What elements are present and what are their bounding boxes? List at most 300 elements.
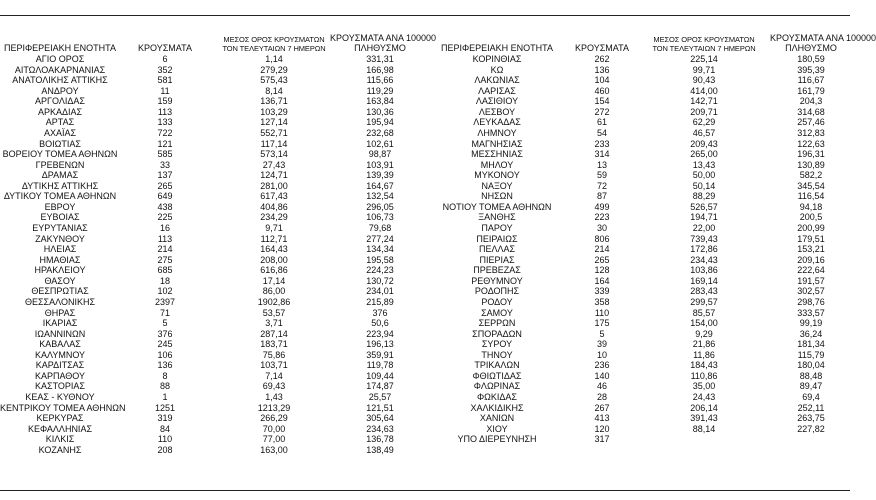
table-row — [430, 329, 850, 340]
cases-cell: 84 — [159, 423, 170, 434]
table-row — [0, 371, 432, 382]
per-100k-cell: 36,24 — [799, 328, 823, 339]
per-100k-cell: 215,89 — [366, 296, 394, 307]
right-table-body — [430, 54, 850, 445]
avg-7-days-cell: 234,43 — [690, 254, 718, 265]
header-per100k-line2: ΠΛΗΘΥΣΜΟ — [785, 43, 837, 53]
avg-7-days-cell: 142,71 — [690, 96, 718, 107]
avg-7-days-cell: 46,57 — [692, 127, 716, 138]
region-cell: ΙΩΑΝΝΙΝΩΝ — [34, 328, 86, 339]
per-100k-cell: 103,91 — [366, 159, 394, 170]
cases-cell: 33 — [159, 159, 170, 170]
table-row — [430, 86, 850, 97]
per-100k-cell: 277,24 — [366, 233, 394, 244]
per-100k-cell: 209,16 — [797, 254, 825, 265]
per-100k-cell: 191,57 — [797, 275, 825, 286]
avg-7-days-cell: 50,00 — [692, 170, 716, 181]
cases-cell: 136 — [157, 360, 173, 371]
avg-7-days-cell: 88,14 — [692, 423, 716, 434]
avg-7-days-cell: 13,43 — [692, 159, 716, 170]
avg-7-days-cell: 103,86 — [690, 265, 718, 276]
avg-7-days-cell: 163,00 — [260, 444, 288, 455]
cases-cell: 438 — [157, 201, 173, 212]
table-row — [430, 403, 850, 414]
region-cell: ΔΥΤΙΚΗΣ ΑΤΤΙΚΗΣ — [21, 180, 99, 191]
table-row — [0, 318, 432, 329]
avg-7-days-cell: 1213,29 — [257, 402, 291, 413]
avg-7-days-cell: 9,71 — [265, 223, 283, 233]
region-cell: ΡΕΘΥΜΝΟΥ — [471, 275, 523, 286]
avg-7-days-cell: 90,43 — [692, 75, 716, 86]
region-cell: ΚΕΦΑΛΛΗΝΙΑΣ — [27, 423, 93, 434]
per-100k-cell: 180,59 — [797, 54, 825, 64]
region-cell: ΥΠΟ ΔΙΕΡΕΥΝΗΣΗ — [457, 434, 537, 445]
table-row — [430, 255, 850, 266]
avg-7-days-cell: 283,43 — [690, 286, 718, 297]
table-row — [0, 212, 432, 223]
avg-7-days-cell: 62,29 — [692, 117, 716, 128]
region-cell: ΡΟΔΟΠΗΣ — [474, 286, 520, 297]
per-100k-cell: 305,64 — [366, 413, 394, 424]
avg-7-days-cell: 99,71 — [692, 64, 716, 75]
per-100k-cell: 234,01 — [366, 286, 394, 297]
table-row — [430, 75, 850, 86]
table-row — [430, 424, 850, 435]
cases-cell: 275 — [157, 254, 173, 265]
table-row — [430, 234, 850, 245]
per-100k-cell: 196,31 — [797, 149, 825, 160]
per-100k-cell: 232,68 — [366, 127, 394, 138]
region-cell: ΠΡΕΒΕΖΑΣ — [473, 265, 521, 276]
header-avg-line2: ΤΟΝ ΤΕΛΕΥΤΑΙΩΝ 7 ΗΜΕΡΩΝ — [222, 44, 326, 53]
table-row — [430, 434, 850, 445]
avg-7-days-cell: 21,86 — [692, 339, 716, 350]
per-100k-cell: 115,66 — [366, 75, 394, 86]
region-cell: ΚΕΑΣ - ΚΥΘΝΟΥ — [25, 392, 95, 402]
table-row — [0, 75, 432, 86]
region-cell: ΝΗΣΩΝ — [481, 191, 513, 202]
avg-7-days-cell: 1902,86 — [257, 296, 291, 307]
table-row — [430, 139, 850, 150]
table-row — [430, 212, 850, 223]
region-cell: ΠΕΙΡΑΙΩΣ — [476, 233, 518, 244]
cases-cell: 137 — [157, 170, 173, 181]
avg-7-days-cell: 164,43 — [260, 244, 288, 255]
cases-cell: 106 — [157, 349, 173, 360]
per-100k-cell: 174,87 — [366, 381, 394, 392]
header-per100k-line2: ΠΛΗΘΥΣΜΟ — [354, 43, 406, 53]
per-100k-cell: 139,39 — [366, 170, 394, 181]
cases-cell: 8 — [162, 370, 168, 381]
region-cell: ΛΕΣΒΟΥ — [478, 106, 516, 117]
header-avg-line1: ΜΕΣΟΣ ΟΡΟΣ ΚΡΟΥΣΜΑΤΩΝ — [223, 35, 325, 44]
avg-7-days-cell: 136,71 — [260, 96, 288, 107]
cases-cell: 499 — [594, 201, 610, 212]
region-cell: ΣΠΟΡΑΔΩΝ — [472, 328, 522, 339]
table-row — [0, 170, 432, 181]
table-row — [430, 339, 850, 350]
cases-cell: 685 — [157, 265, 173, 276]
table-row — [0, 149, 432, 160]
avg-7-days-cell: 617,43 — [260, 191, 288, 202]
cases-cell: 317 — [594, 434, 610, 445]
per-100k-cell: 345,54 — [797, 180, 825, 191]
table-row — [0, 96, 432, 107]
cases-cell: 806 — [594, 233, 610, 244]
cases-cell: 28 — [596, 392, 607, 402]
per-100k-cell: 200,5 — [799, 212, 823, 223]
table-row — [430, 117, 850, 128]
per-100k-cell: 376 — [372, 307, 388, 318]
per-100k-cell: 99,19 — [799, 318, 823, 329]
avg-7-days-cell: 117,14 — [260, 138, 288, 149]
region-cell: ΧΑΛΚΙΔΙΚΗΣ — [470, 402, 524, 413]
cases-cell: 154 — [594, 96, 610, 107]
region-cell: ΑΡΚΑΔΙΑΣ — [37, 106, 83, 117]
per-100k-cell: 263,75 — [797, 413, 825, 424]
table-row — [0, 392, 432, 403]
header-per100k-line1: ΚΡΟΥΣΜΑΤΑ ΑΝΑ 100000 — [770, 33, 876, 43]
table-row — [430, 244, 850, 255]
cases-cell: 10 — [596, 349, 607, 360]
per-100k-cell: 132,54 — [366, 191, 394, 202]
cases-cell: 61 — [596, 117, 607, 128]
cases-cell: 208 — [157, 444, 173, 455]
table-row — [430, 381, 850, 392]
table-row — [0, 128, 432, 139]
right-table — [430, 30, 876, 445]
region-cell: ΛΑΣΙΘΙΟΥ — [475, 96, 519, 107]
table-row — [430, 392, 850, 403]
avg-7-days-cell: 17,14 — [262, 275, 286, 286]
region-cell: ΖΑΚΥΝΘΟΥ — [35, 233, 85, 244]
region-cell: ΞΑΝΘΗΣ — [478, 212, 516, 223]
header-per100k-line1: ΚΡΟΥΣΜΑΤΑ ΑΝΑ 100000 — [330, 33, 436, 43]
per-100k-cell: 195,94 — [366, 117, 394, 128]
cases-cell: 319 — [157, 413, 173, 424]
cases-cell: 214 — [594, 244, 610, 255]
table-row — [0, 234, 432, 245]
avg-7-days-cell: 169,14 — [690, 275, 718, 286]
table-row — [0, 223, 432, 234]
cases-cell: 5 — [599, 328, 605, 339]
per-100k-cell: 102,61 — [366, 138, 394, 149]
avg-7-days-cell: 573,14 — [260, 149, 288, 160]
avg-7-days-cell: 575,43 — [260, 75, 288, 86]
per-100k-cell: 161,79 — [797, 85, 825, 96]
per-100k-cell: 227,82 — [797, 423, 825, 434]
per-100k-cell: 130,36 — [366, 106, 394, 117]
table-row — [430, 318, 850, 329]
avg-7-days-cell: 154,00 — [690, 318, 718, 329]
region-cell: ΦΘΙΩΤΙΔΑΣ — [472, 370, 522, 381]
cases-cell: 265 — [157, 180, 173, 191]
region-cell: ΕΒΡΟΥ — [44, 201, 76, 212]
header-avg-7-days — [638, 35, 770, 53]
cases-cell: 223 — [594, 212, 610, 223]
region-cell: ΙΚΑΡΙΑΣ — [42, 318, 78, 329]
avg-7-days-cell: 616,86 — [260, 265, 288, 276]
table-row — [0, 360, 432, 371]
per-100k-cell: 136,78 — [366, 434, 394, 445]
table-row — [0, 297, 432, 308]
table-row — [0, 286, 432, 297]
header-avg-7-days — [214, 35, 334, 53]
avg-7-days-cell: 112,71 — [260, 233, 288, 244]
region-cell: ΛΕΥΚΑΔΑΣ — [473, 117, 521, 128]
region-cell: ΛΗΜΝΟΥ — [477, 127, 517, 138]
avg-7-days-cell: 209,71 — [690, 106, 718, 117]
table-row — [0, 244, 432, 255]
region-cell: ΠΑΡΟΥ — [481, 223, 513, 233]
avg-7-days-cell: 103,29 — [260, 106, 288, 117]
table-row — [0, 139, 432, 150]
header-per-100k — [330, 33, 436, 53]
avg-7-days-cell: 50,14 — [692, 180, 716, 191]
region-cell: ΑΙΤΩΛΟΑΚΑΡΝΑΝΙΑΣ — [14, 64, 106, 75]
per-100k-cell: 181,34 — [797, 339, 825, 350]
avg-7-days-cell: 266,29 — [260, 413, 288, 424]
per-100k-cell: 298,76 — [797, 296, 825, 307]
per-100k-cell: 257,46 — [797, 117, 825, 128]
cases-cell: 16 — [159, 223, 170, 233]
table-row — [0, 202, 432, 213]
table-row — [430, 54, 850, 65]
avg-7-days-cell: 404,86 — [260, 201, 288, 212]
header-row — [430, 30, 876, 54]
header-cases: ΚΡΟΥΣΜΑΤΑ — [138, 43, 192, 53]
region-cell: ΒΟΙΩΤΙΑΣ — [39, 138, 81, 149]
region-cell: ΑΡΤΑΣ — [45, 117, 75, 128]
region-cell: ΘΕΣΣΑΛΟΝΙΚΗΣ — [24, 296, 96, 307]
region-cell: ΕΥΒΟΙΑΣ — [40, 212, 80, 223]
region-cell: ΦΩΚΙΔΑΣ — [477, 392, 517, 402]
per-100k-cell: 222,64 — [797, 265, 825, 276]
avg-7-days-cell: 206,14 — [690, 402, 718, 413]
cases-cell: 376 — [157, 328, 173, 339]
per-100k-cell: 302,57 — [797, 286, 825, 297]
region-cell: ΜΗΛΟΥ — [480, 159, 514, 170]
region-cell: ΑΧΑΪΑΣ — [43, 127, 77, 138]
region-cell: ΗΡΑΚΛΕΙΟΥ — [34, 265, 86, 276]
cases-cell: 460 — [594, 85, 610, 96]
avg-7-days-cell: 75,86 — [262, 349, 286, 360]
per-100k-cell: 180,04 — [797, 360, 825, 371]
cases-cell: 1251 — [154, 402, 176, 413]
cases-cell: 267 — [594, 402, 610, 413]
per-100k-cell: 234,63 — [366, 423, 394, 434]
avg-7-days-cell: 22,00 — [692, 223, 716, 233]
table-row — [0, 54, 432, 65]
cases-cell: 236 — [594, 360, 610, 371]
cases-cell: 214 — [157, 244, 173, 255]
region-cell: ΗΜΑΘΙΑΣ — [39, 254, 81, 265]
region-cell: ΣΑΜΟΥ — [481, 307, 513, 318]
region-cell: ΧΑΝΙΩΝ — [479, 413, 515, 424]
region-cell: ΚΑΒΑΛΑΣ — [39, 339, 81, 350]
avg-7-days-cell: 279,29 — [260, 64, 288, 75]
cases-cell: 265 — [594, 254, 610, 265]
cases-cell: 104 — [594, 75, 610, 86]
per-100k-cell: 79,68 — [368, 223, 392, 233]
per-100k-cell: 109,44 — [366, 370, 394, 381]
avg-7-days-cell: 1,43 — [265, 392, 283, 402]
per-100k-cell: 25,57 — [368, 392, 392, 402]
avg-7-days-cell: 1,14 — [265, 54, 283, 64]
cases-cell: 339 — [594, 286, 610, 297]
avg-7-days-cell: 281,00 — [260, 180, 288, 191]
table-row — [0, 445, 432, 456]
table-row — [0, 181, 432, 192]
avg-7-days-cell: 184,43 — [690, 360, 718, 371]
avg-7-days-cell: 24,43 — [692, 392, 716, 402]
region-cell: ΚΑΡΔΙΤΣΑΣ — [35, 360, 85, 371]
top-rule — [0, 15, 850, 16]
per-100k-cell: 164,67 — [366, 180, 394, 191]
avg-7-days-cell: 27,43 — [262, 159, 286, 170]
avg-7-days-cell: 85,57 — [692, 307, 716, 318]
table-row — [430, 181, 850, 192]
region-cell: ΑΡΓΟΛΙΔΑΣ — [35, 96, 85, 107]
region-cell: ΓΡΕΒΕΝΩΝ — [35, 159, 85, 170]
cases-cell: 225 — [157, 212, 173, 223]
cases-cell: 272 — [594, 106, 610, 117]
per-100k-cell: 89,47 — [799, 381, 823, 392]
region-cell: ΦΛΩΡΙΝΑΣ — [473, 381, 521, 392]
region-cell: ΚΟΡΙΝΘΙΑΣ — [472, 54, 522, 64]
avg-7-days-cell: 53,57 — [262, 307, 286, 318]
table-row — [430, 96, 850, 107]
region-cell: ΚΑΡΠΑΘΟΥ — [34, 370, 86, 381]
per-100k-cell: 252,11 — [797, 402, 825, 413]
region-cell: ΜΥΚΟΝΟΥ — [474, 170, 520, 181]
per-100k-cell: 116,67 — [797, 75, 825, 86]
table-row — [430, 170, 850, 181]
left-table-body — [0, 54, 432, 455]
region-cell: ΝΑΞΟΥ — [481, 180, 513, 191]
avg-7-days-cell: 391,43 — [690, 413, 718, 424]
region-cell: ΚΕΡΚΥΡΑΣ — [36, 413, 84, 424]
per-100k-cell: 138,49 — [366, 444, 394, 455]
per-100k-cell: 200,99 — [797, 223, 825, 233]
cases-cell: 164 — [594, 275, 610, 286]
region-cell: ΚΩ — [490, 64, 504, 75]
cases-cell: 159 — [157, 96, 173, 107]
per-100k-cell: 333,57 — [797, 307, 825, 318]
avg-7-days-cell: 739,43 — [690, 233, 718, 244]
avg-7-days-cell: 35,00 — [692, 381, 716, 392]
table-row — [0, 424, 432, 435]
table-row — [0, 265, 432, 276]
cases-cell: 413 — [594, 413, 610, 424]
cases-cell: 39 — [596, 339, 607, 350]
avg-7-days-cell: 287,14 — [260, 328, 288, 339]
table-row — [430, 191, 850, 202]
header-avg-line2: ΤΟΝ ΤΕΛΕΥΤΑΙΩΝ 7 ΗΜΕΡΩΝ — [652, 44, 756, 53]
cases-cell: 352 — [157, 64, 173, 75]
avg-7-days-cell: 70,00 — [262, 423, 286, 434]
table-row — [0, 276, 432, 287]
avg-7-days-cell: 234,29 — [260, 212, 288, 223]
header-per-100k — [770, 33, 876, 53]
region-cell: ΑΝΔΡΟΥ — [41, 85, 79, 96]
avg-7-days-cell: 7,14 — [265, 370, 283, 381]
per-100k-cell: 163,84 — [366, 96, 394, 107]
avg-7-days-cell: 265,00 — [690, 149, 718, 160]
region-cell: ΘΕΣΠΡΩΤΙΑΣ — [31, 286, 89, 297]
header-row — [0, 30, 436, 54]
avg-7-days-cell: 88,29 — [692, 191, 716, 202]
cases-cell: 358 — [594, 296, 610, 307]
table-row — [430, 107, 850, 118]
cases-cell: 128 — [594, 265, 610, 276]
region-cell: ΔΥΤΙΚΟΥ ΤΟΜΕΑ ΑΘΗΝΩΝ — [3, 191, 117, 202]
table-row — [430, 413, 850, 424]
per-100k-cell: 166,98 — [366, 64, 394, 75]
table-row — [430, 160, 850, 171]
avg-7-days-cell: 209,43 — [690, 138, 718, 149]
cases-cell: 585 — [157, 149, 173, 160]
table-row — [0, 308, 432, 319]
avg-7-days-cell: 9,29 — [695, 328, 713, 339]
region-cell: ΡΟΔΟΥ — [481, 296, 513, 307]
region-cell: ΠΕΛΛΑΣ — [478, 244, 516, 255]
table-row — [430, 65, 850, 76]
header-avg-line1: ΜΕΣΟΣ ΟΡΟΣ ΚΡΟΥΣΜΑΤΩΝ — [653, 35, 755, 44]
cases-cell: 314 — [594, 149, 610, 160]
region-cell: ΜΕΣΣΗΝΙΑΣ — [471, 149, 523, 160]
per-100k-cell: 119,29 — [366, 85, 394, 96]
per-100k-cell: 50,6 — [371, 318, 389, 329]
table-row — [0, 117, 432, 128]
per-100k-cell: 582,2 — [799, 170, 823, 181]
avg-7-days-cell: 552,71 — [260, 127, 288, 138]
region-cell: ΑΝΑΤΟΛΙΚΗΣ ΑΤΤΙΚΗΣ — [12, 75, 108, 86]
avg-7-days-cell: 124,71 — [260, 170, 288, 181]
per-100k-cell: 179,51 — [797, 233, 825, 244]
avg-7-days-cell: 414,00 — [690, 85, 718, 96]
region-cell: ΤΗΝΟΥ — [481, 349, 513, 360]
table-row — [430, 308, 850, 319]
table-row — [0, 255, 432, 266]
per-100k-cell: 121,51 — [366, 402, 394, 413]
per-100k-cell: 115,79 — [797, 349, 825, 360]
region-cell: ΕΥΡΥΤΑΝΙΑΣ — [32, 223, 88, 233]
region-cell: ΚΙΛΚΙΣ — [45, 434, 75, 445]
cases-cell: 121 — [157, 138, 173, 149]
per-100k-cell: 204,3 — [799, 96, 823, 107]
cases-cell: 54 — [596, 127, 607, 138]
cases-cell: 110 — [594, 307, 610, 318]
table-row — [430, 202, 850, 213]
region-cell: ΔΡΑΜΑΣ — [41, 170, 79, 181]
per-100k-cell: 130,89 — [797, 159, 825, 170]
table-row — [430, 350, 850, 361]
per-100k-cell: 69,4 — [802, 392, 820, 402]
per-100k-cell: 196,13 — [366, 339, 394, 350]
region-cell: ΚΕΝΤΡΙΚΟΥ ΤΟΜΕΑ ΑΘΗΝΩΝ — [0, 402, 126, 413]
avg-7-days-cell: 77,00 — [262, 434, 286, 445]
avg-7-days-cell: 127,14 — [260, 117, 288, 128]
cases-cell: 11 — [160, 85, 170, 96]
per-100k-cell: 223,94 — [366, 328, 394, 339]
region-cell: ΣΕΡΡΩΝ — [478, 318, 516, 329]
cases-cell: 5 — [162, 318, 168, 329]
region-cell: ΧΙΟΥ — [486, 423, 508, 434]
table-row — [0, 329, 432, 340]
table-row — [430, 286, 850, 297]
table-row — [0, 65, 432, 76]
